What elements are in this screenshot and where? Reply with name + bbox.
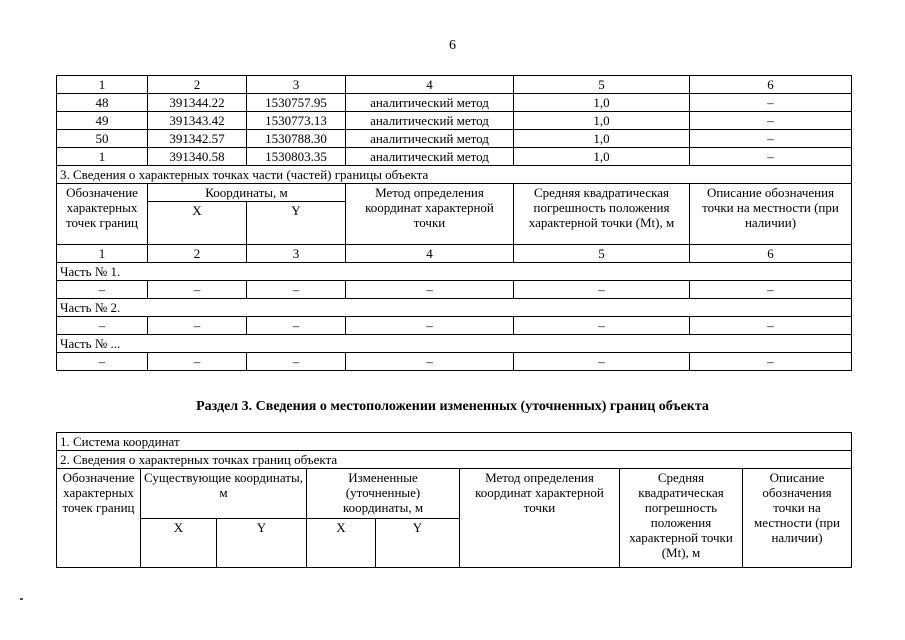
part-label-row [57, 335, 852, 353]
header-row [57, 184, 852, 202]
method: аналитический метод [346, 130, 514, 148]
header-changed-x: X [307, 519, 376, 568]
dash-cell: – [148, 353, 247, 371]
part-label: Часть № 1. [57, 263, 852, 281]
column-numbers-row [57, 76, 852, 94]
column-number: 5 [514, 76, 690, 94]
header-method: Метод определения координат характерной точки [460, 469, 620, 568]
dash-cell: – [346, 281, 514, 299]
dash-cell: – [247, 353, 346, 371]
dash-cell: – [57, 317, 148, 335]
table-row [57, 112, 852, 130]
header-description: Описание обозначения точки на местности (при наличии) [690, 184, 852, 245]
column-number: 1 [57, 245, 148, 263]
header-error: Средняя квадратическая погрешность положения характерной точки (Mt), м [514, 184, 690, 245]
points-table [56, 75, 852, 371]
column-number: 6 [690, 76, 852, 94]
scan-mark [20, 598, 23, 600]
coordinate-system-label: 1. Система координат [57, 433, 852, 451]
point-number: 48 [57, 94, 148, 112]
column-number: 3 [247, 76, 346, 94]
table-row [57, 281, 852, 299]
coord-y: 1530803.35 [247, 148, 346, 166]
table-row [57, 353, 852, 371]
description: – [690, 130, 852, 148]
dash-cell: – [690, 281, 852, 299]
column-number: 3 [247, 245, 346, 263]
dash-cell: – [514, 353, 690, 371]
point-number: 50 [57, 130, 148, 148]
header-changed-coords: Измененные (уточненные) координаты, м [307, 469, 460, 519]
section-3-title: 3. Сведения о характерных точках части (частей) границы объекта [57, 166, 852, 184]
header-x: X [148, 202, 247, 245]
column-number: 1 [57, 76, 148, 94]
section-2-label: 2. Сведения о характерных точках границ объекта [57, 451, 852, 469]
coord-x: 391344.22 [148, 94, 247, 112]
dash-cell: – [514, 317, 690, 335]
coord-x: 391340.58 [148, 148, 247, 166]
header-existing-y: Y [217, 519, 307, 568]
dash-cell: – [346, 317, 514, 335]
dash-cell: – [57, 281, 148, 299]
section-title-row [57, 166, 852, 184]
method: аналитический метод [346, 94, 514, 112]
column-number: 6 [690, 245, 852, 263]
error-value: 1,0 [514, 94, 690, 112]
dash-cell: – [148, 317, 247, 335]
description: – [690, 148, 852, 166]
column-number: 2 [148, 76, 247, 94]
changed-boundaries-table [56, 432, 852, 568]
dash-cell: – [346, 353, 514, 371]
table-row [57, 130, 852, 148]
section-3-heading: Раздел 3. Сведения о местоположении измененных (уточненных) границ объекта [196, 399, 709, 414]
description: – [690, 112, 852, 130]
dash-cell: – [148, 281, 247, 299]
coord-y: 1530757.95 [247, 94, 346, 112]
column-numbers-row [57, 245, 852, 263]
header-existing-x: X [141, 519, 217, 568]
part-label-row [57, 263, 852, 281]
coord-x: 391342.57 [148, 130, 247, 148]
error-value: 1,0 [514, 148, 690, 166]
table-row [57, 148, 852, 166]
table-row [57, 94, 852, 112]
dash-cell: – [247, 317, 346, 335]
header-existing-coords: Существующие координаты, м [141, 469, 307, 519]
header-method: Метод определения координат характерной точки [346, 184, 514, 245]
dash-cell: – [690, 353, 852, 371]
part-label-row [57, 299, 852, 317]
column-number: 4 [346, 76, 514, 94]
header-designation: Обозначение характерных точек границ [57, 184, 148, 245]
header-error: Средняя квадратическая погрешность положения характерной точки (Mt), м [620, 469, 743, 568]
dash-cell: – [57, 353, 148, 371]
header-y: Y [247, 202, 346, 245]
dash-cell: – [690, 317, 852, 335]
point-number: 1 [57, 148, 148, 166]
description: – [690, 94, 852, 112]
dash-cell: – [247, 281, 346, 299]
method: аналитический метод [346, 148, 514, 166]
header-coordinates: Координаты, м [148, 184, 346, 202]
coord-y: 1530773.13 [247, 112, 346, 130]
column-number: 5 [514, 245, 690, 263]
table-row [57, 317, 852, 335]
point-number: 49 [57, 112, 148, 130]
header-changed-y: Y [376, 519, 460, 568]
column-number: 2 [148, 245, 247, 263]
error-value: 1,0 [514, 112, 690, 130]
part-label: Часть № ... [57, 335, 852, 353]
part-label: Часть № 2. [57, 299, 852, 317]
column-number: 4 [346, 245, 514, 263]
header-row [57, 469, 852, 519]
coordinate-system-row [57, 433, 852, 451]
method: аналитический метод [346, 112, 514, 130]
page-number: 6 [449, 38, 456, 53]
section-2-row [57, 451, 852, 469]
coord-x: 391343.42 [148, 112, 247, 130]
error-value: 1,0 [514, 130, 690, 148]
header-description: Описание обозначения точки на местности (при наличии) [743, 469, 852, 568]
header-designation: Обозначение характерных точек границ [57, 469, 141, 568]
dash-cell: – [514, 281, 690, 299]
coord-y: 1530788.30 [247, 130, 346, 148]
